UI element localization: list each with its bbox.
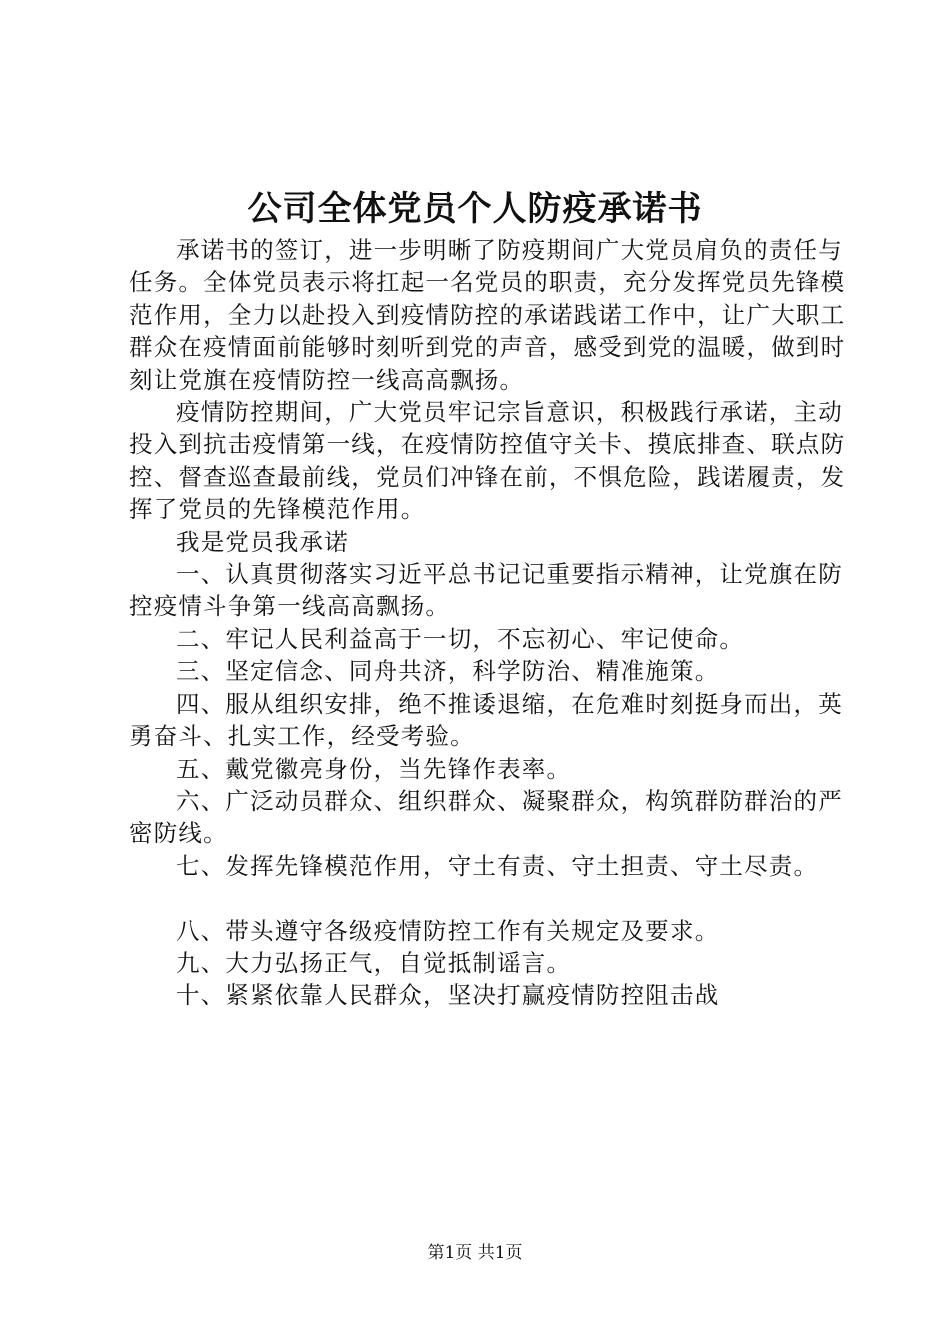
pledge-item-9: 九、大力弘扬正气，自觉抵制谣言。 xyxy=(176,948,572,977)
document-body xyxy=(129,234,851,1012)
pledge-item-5: 五、戴党徽亮身份，当先锋作表率。 xyxy=(176,754,572,783)
document-title: 公司全体党员个人防疫承诺书 xyxy=(247,189,703,229)
pledge-item-2: 二、牢记人民利益高于一切，不忘初心、牢记使命。 xyxy=(176,624,745,653)
pledge-heading: 我是党员我承诺 xyxy=(176,527,349,556)
paragraph-gap xyxy=(129,882,851,914)
pledge-item-7: 七、发挥先锋模范作用，守土有责、守土担责、守土尽责。 xyxy=(176,851,819,880)
paragraph-epidemic-control: 疫情防控期间，广大党员牢记宗旨意识，积极践行承诺，主动投入到抗击疫情第一线，在疫情防控值守关卡、摸底排查、联点防控、督查巡查最前线，党员们冲锋在前，不惧危险，践诺履责，发挥了党员的先锋模范作用。 xyxy=(129,398,846,524)
paragraph-intro: 承诺书的签订，进一步明晰了防疫期间广大党员肩负的责任与任务。全体党员表示将扛起一名党员的职责，充分发挥党员先锋模范作用，全力以赴投入到疫情防控的承诺践诺工作中，让广大职工群众在疫情面前能够时刻听到党的声音，感受到党的温暖，做到时刻让党旗在疫情防控一线高高飘扬。 xyxy=(129,236,846,394)
pledge-item-8: 八、带头遵守各级疫情防控工作有关规定及要求。 xyxy=(176,916,720,945)
pledge-item-3: 三、坚定信念、同舟共济，科学防治、精准施策。 xyxy=(176,657,720,686)
pledge-item-1: 一、认真贯彻落实习近平总书记记重要指示精神，让党旗在防控疫情斗争第一线高高飘扬。 xyxy=(129,560,843,621)
page-number-footer: 第1页 共1页 xyxy=(427,1243,523,1263)
pledge-item-4: 四、服从组织安排，绝不推诿退缩，在危难时刻挺身而出，英勇奋斗、扎实工作，经受考验。 xyxy=(129,689,843,751)
pledge-item-6: 六、广泛动员群众、组织群众、凝聚群众，构筑群防群治的严密防线。 xyxy=(129,786,843,848)
pledge-item-10: 十、紧紧依靠人民群众，坚决打赢疫情防控阻击战 xyxy=(176,981,720,1010)
